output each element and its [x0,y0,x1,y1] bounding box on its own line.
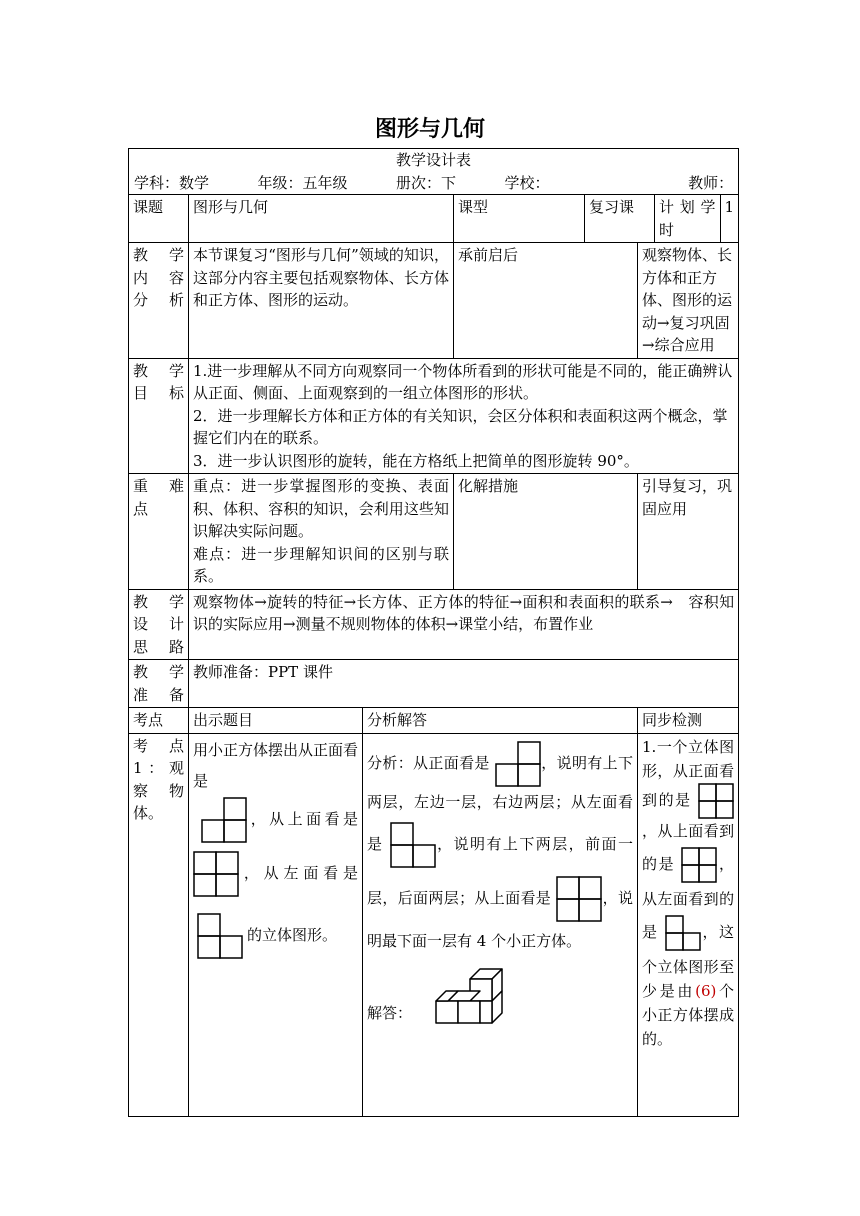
front-view-figure [495,741,541,787]
exam-point-label: 考 点 1：观 察 物体。 [129,733,189,1116]
content-analysis-middle: 承前启后 [454,243,638,359]
goal-item: 3．进一步认识图形的旋转，能在方格纸上把简单的图形旋转 90°。 [193,451,639,470]
planned-hours-label: 计 划 学时 [655,195,721,242]
key-difficulty-label: 重 难 点 [129,474,189,590]
design-idea-label: 教 学 设 计 思路 [129,589,189,660]
column-header: 分析解答 [363,708,638,734]
column-header: 同步检测 [638,708,739,734]
meta-grade: 年级：五年级 [257,173,348,192]
top-view-figure [681,847,717,883]
top-view-figure [193,851,239,897]
topic-label: 课题 [129,195,189,243]
front-view-figure [201,797,247,843]
left-view-figure [390,822,436,868]
planned-hours-value: 1 [724,198,735,216]
key-point-text: 重点：进一步掌握图形的变换、表面积、体积、容积的知识，会利用这些知识解决实际问题。 [193,477,449,540]
front-view-figure [698,783,734,819]
goal-item: 2．进一步理解长方体和正方体的有关知识，会区分体积和表面积这两个概念，掌握它们内在的联系。 [193,406,728,447]
design-idea-row [129,589,739,660]
column-header: 考点 [129,708,189,734]
preparation-label: 教 学 准备 [129,660,189,708]
lesson-type-value: 复习课 [585,195,655,243]
meta-teacher: 教师： [688,173,734,192]
meta-volume: 册次：下 [396,173,457,192]
difficulty-text: 难点：进一步理解知识间的区别与联系。 [193,544,449,585]
analysis-cell: 分析：从正面看是 ，说明有上下两层，左边一层，右边两层；从左面看是 ，说明有上下两层，前面一层，后面两层；从上面看是 ，说明最下面一层有 4 个小正方体。 解答： [363,733,638,1116]
meta-school: 学校： [504,173,550,192]
check-answer: (6) [695,981,717,1000]
exam-point-row [129,733,739,1116]
table-meta [134,172,733,195]
measures-value: 引导复习，巩固应用 [638,474,739,590]
meta-subject: 学科：数学 [134,173,210,192]
topic-row [129,195,739,243]
content-analysis-text: 本节课复习“图形与几何”领域的知识，这部分内容主要包括观察物体、长方体和正方体、图形的运动。 [189,243,454,359]
preparation-row [129,660,739,708]
column-header-row [129,708,739,734]
lesson-design-table [128,148,739,1117]
left-view-figure [665,915,701,951]
teaching-goals-label: 教 学 目标 [129,358,189,474]
check-cell: 1.一个立体图形，从正面看到的是 ，从上面看到的是 ，从左面看到的是 ，这个立体图形至少是由(6)个小正方体摆成的。 [638,733,739,1116]
content-analysis-label: 教 学 内 容 分析 [129,243,189,359]
table-header-row [129,149,739,195]
content-analysis-right: 观察物体、长方体和正方体、图形的运动→复习巩固→综合应用 [638,243,739,359]
teaching-goals-row [129,358,739,474]
table-caption: 教学设计表 [396,151,472,169]
content-analysis-row [129,243,739,359]
measures-label: 化解措施 [454,474,638,590]
question-cell: 用小正方体摆出从正面看是 ，从上面看是 ，从左面看是 的立体图形。 [189,733,363,1116]
answer-label: 解答： [367,1003,413,1022]
goal-item: 1.进一步理解从不同方向观察同一个物体所看到的形状可能是不同的，能正确辨认从正面、侧面、上面观察到的一组立体图形的形状。 [193,361,733,402]
top-view-figure [556,876,602,922]
preparation-text: 教师准备：PPT 课件 [189,660,739,708]
column-header: 出示题目 [189,708,363,734]
lesson-type-label: 课型 [454,195,585,243]
key-difficulty-row [129,474,739,590]
design-idea-text: 观察物体→旋转的特征→长方体、正方体的特征→面积和表面积的联系→ 容积知识的实际应用→测量不规则物体的体积→课堂小结，布置作业 [189,589,739,660]
topic-value: 图形与几何 [189,195,454,243]
cube-stack-solid-figure [434,967,506,1029]
page-title: 图形与几何 [374,117,485,142]
left-view-figure [197,913,243,959]
